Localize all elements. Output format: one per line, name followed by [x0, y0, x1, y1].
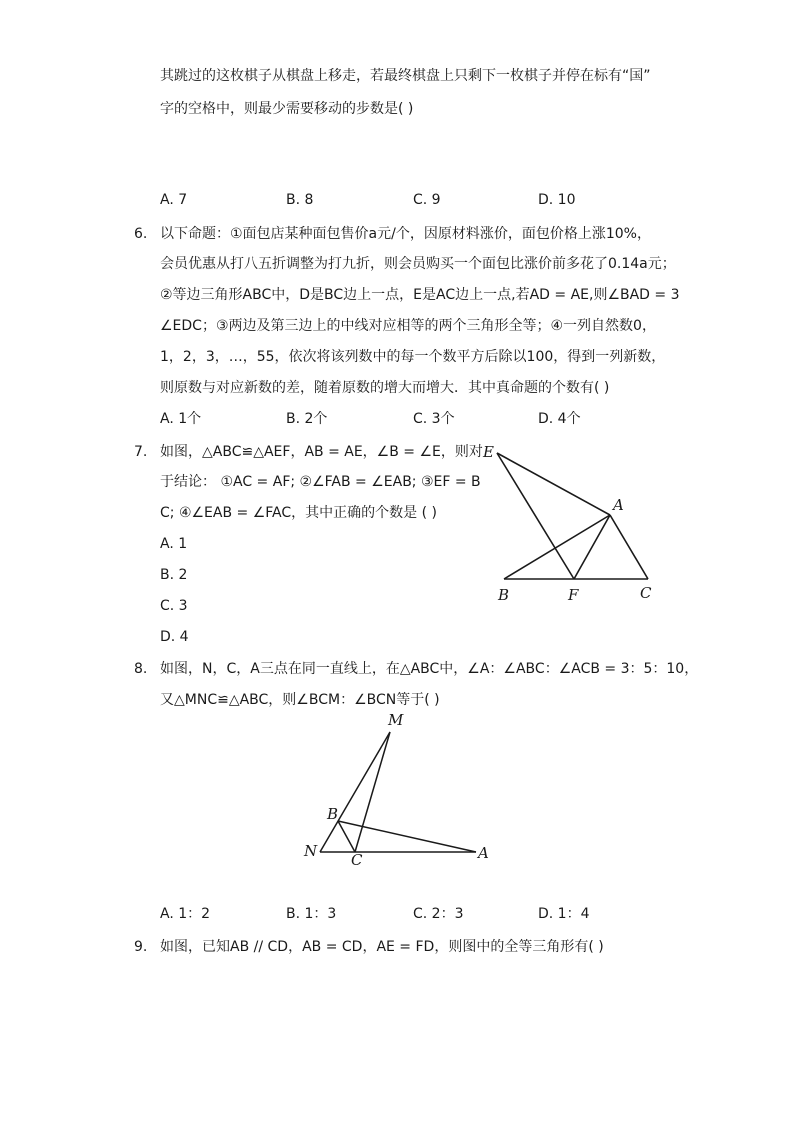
q6-line-4: ∠EDC；③两边及第三边上的中线对应相等的两个三角形全等；④一列自然数0，	[160, 318, 656, 334]
q8-label-c: C	[351, 851, 363, 869]
q8-segment-cm	[355, 732, 390, 852]
q5-option-c: C. 9	[413, 192, 441, 208]
q8-option-d: D. 1：4	[538, 906, 590, 922]
q7-line-2: 于结论： ①AC = AF; ②∠FAB = ∠EAB; ③EF = B	[160, 474, 481, 490]
q6-option-a: A. 1个	[160, 411, 202, 427]
q6-line-3: ②等边三角形ABC中，D是BC边上一点，E是AC边上一点,若AD = AE,则∠BAD = 3	[160, 287, 680, 303]
q5-text-line1: 其跳过的这枚棋子从棋盘上移走，若最终棋盘上只剩下一枚棋子并停在标有“国”	[160, 68, 651, 84]
q7-label-b: B	[498, 586, 510, 604]
q7-segment-ea	[497, 453, 610, 515]
q7-segment-ac	[610, 515, 648, 579]
q5-text-line2: 字的空格中，则最少需要移动的步数是( )	[160, 101, 414, 117]
q9-line: 如图，已知AB // CD，AB = CD，AE = FD，则图中的全等三角形有( )	[160, 939, 604, 955]
q7-number: 7.	[134, 444, 148, 460]
q5-option-a: A. 7	[160, 192, 188, 208]
q7-segment-ba	[504, 515, 610, 579]
q7-label-c: C	[640, 584, 652, 602]
q7-option-a: A. 1	[160, 536, 188, 552]
q6-line-5: 1，2，3，…，55，依次将该列数中的每一个数平方后除以100，得到一列新数，	[160, 349, 666, 365]
q7-line-3: C; ④∠EAB = ∠FAC，其中正确的个数是 ( )	[160, 505, 437, 521]
q6-line-1: 以下命题：①面包店某种面包售价a元/个，因原材料涨价，面包价格上涨10%，	[160, 226, 651, 242]
q8-label-m: M	[388, 711, 404, 729]
q8-segment-ba	[338, 821, 476, 852]
q8-label-a: A	[478, 844, 489, 862]
q5-option-b: B. 8	[286, 192, 314, 208]
q8-option-c: C. 2：3	[413, 906, 464, 922]
q8-option-a: A. 1：2	[160, 906, 211, 922]
q6-option-d: D. 4个	[538, 411, 581, 427]
q7-triangle-figure	[470, 438, 670, 608]
q6-line-2: 会员优惠从打八五折调整为打九折，则会员购买一个面包比涨价前多花了0.14a元；	[160, 256, 676, 272]
q8-line-1: 如图，N，C，A三点在同一直线上，在△ABC中，∠A：∠ABC：∠ACB = 3：5：10，	[160, 661, 699, 677]
q7-label-f: F	[568, 586, 579, 604]
q5-option-d: D. 10	[538, 192, 576, 208]
q7-option-c: C. 3	[160, 598, 188, 614]
q8-label-b: B	[327, 805, 339, 823]
q6-number: 6.	[134, 226, 148, 242]
q8-triangle-figure	[300, 710, 500, 870]
q7-segment-fa	[574, 515, 610, 579]
q6-line-6: 则原数与对应新数的差，随着原数的增大而增大．其中真命题的个数有( )	[160, 380, 610, 396]
q7-option-b: B. 2	[160, 567, 188, 583]
q8-option-b: B. 1：3	[286, 906, 337, 922]
q6-option-c: C. 3个	[413, 411, 455, 427]
q8-line-2: 又△MNC≌△ABC，则∠BCM：∠BCN等于( )	[160, 692, 440, 708]
q8-segment-bc	[338, 821, 355, 852]
q9-number: 9.	[134, 939, 148, 955]
q6-option-b: B. 2个	[286, 411, 328, 427]
q7-label-a: A	[613, 496, 624, 514]
q8-number: 8.	[134, 661, 148, 677]
q7-option-d: D. 4	[160, 629, 189, 645]
q7-line-1: 如图，△ABC≌△AEF，AB = AE，∠B = ∠E，则对	[160, 444, 483, 460]
q8-label-n: N	[304, 842, 318, 860]
q8-segment-nm	[320, 732, 390, 852]
q7-label-e: E	[483, 443, 494, 461]
